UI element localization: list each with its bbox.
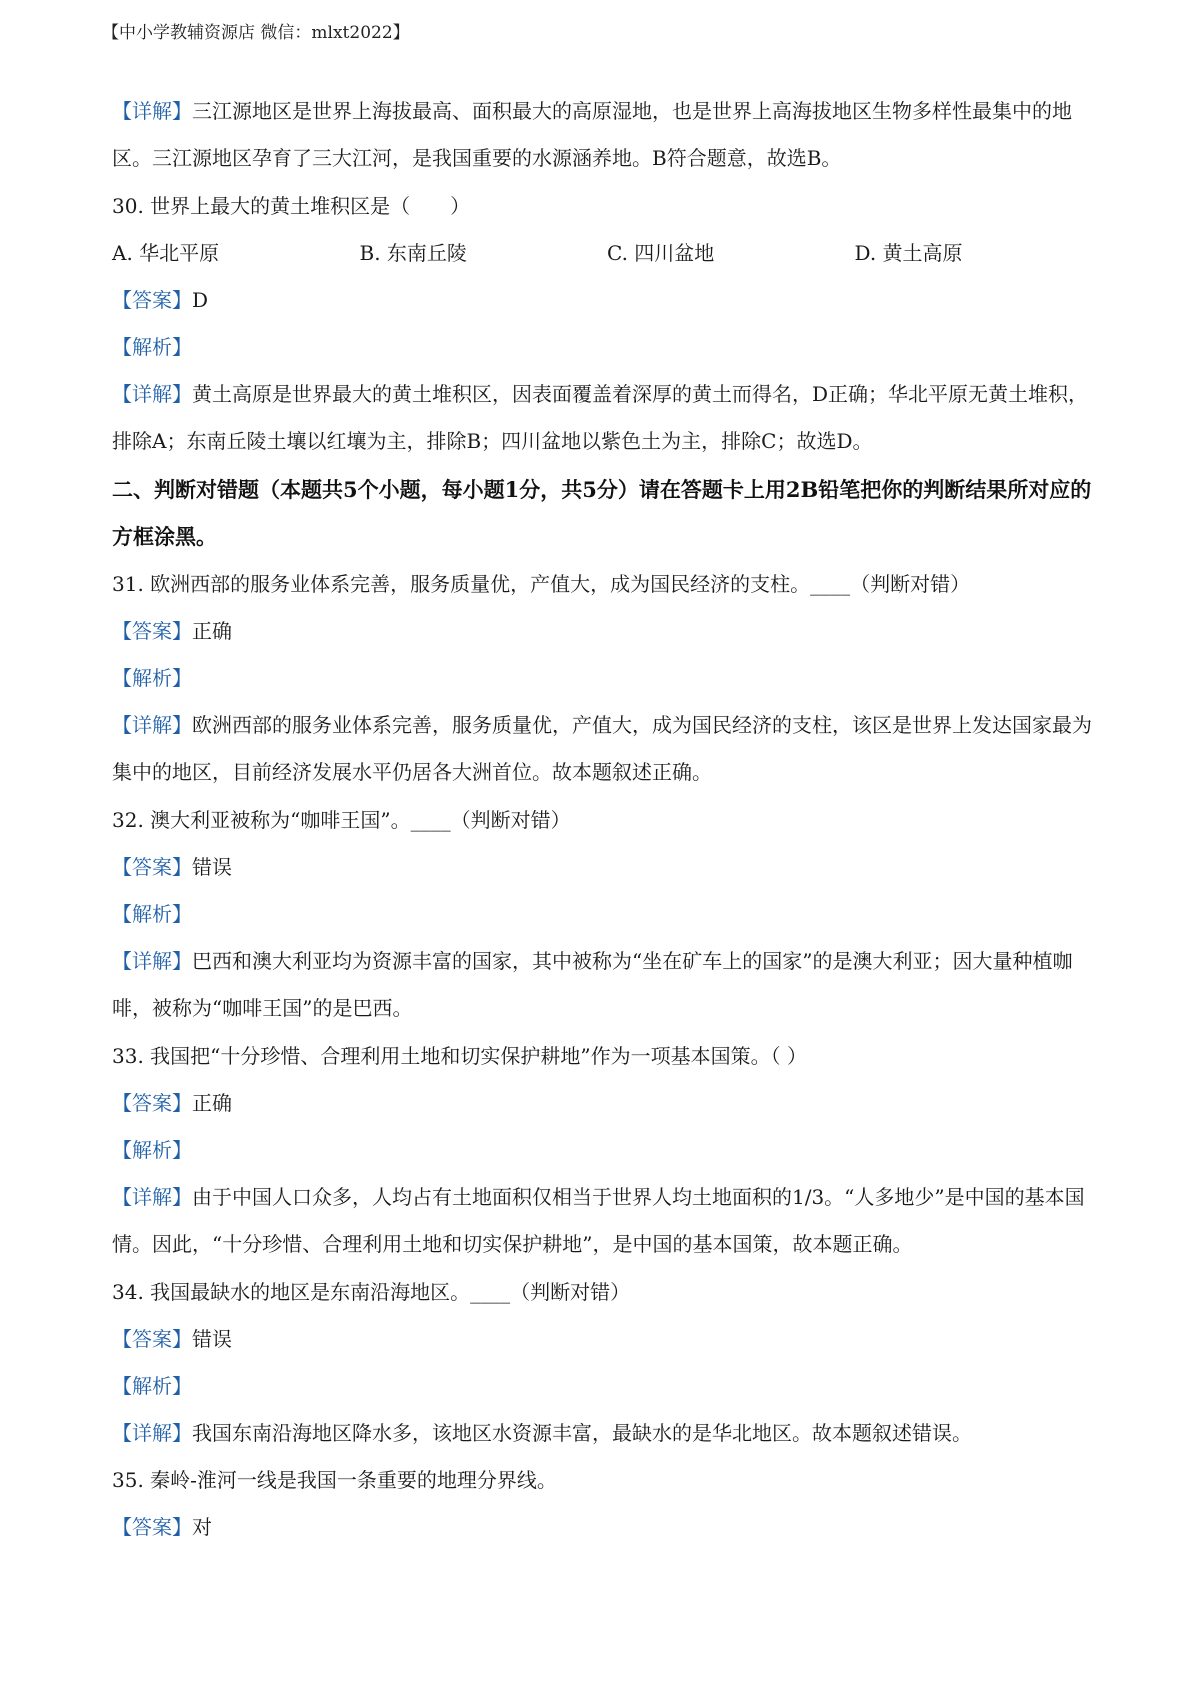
q33-detail [112,1174,1102,1268]
analysis-label: 【解析】 [112,902,192,926]
q32-analysis [112,899,1102,929]
q32-detail-text: 巴西和澳大利亚均为资源丰富的国家，其中被称为“坐在矿车上的国家”的是澳大利亚；因大量种植咖啡，被称为“咖啡王国”的是巴西。 [112,949,1073,1020]
q30-analysis [112,332,1102,362]
answer-label: 【答案】 [112,1515,192,1539]
q30-answer [112,285,1102,315]
q30-option-d: D. 黄土高原 [854,241,963,265]
detail-label: 【详解】 [112,382,192,406]
q33-detail-text: 由于中国人口众多，人均占有土地面积仅相当于世界人均土地面积的1/3。“人多地少”是中国的基本国情。因此，“十分珍惜、合理利用土地和切实保护耕地”，是中国的基本国策，故本题正确。 [112,1185,1085,1256]
q33-analysis [112,1135,1102,1165]
answer-label: 【答案】 [112,1091,192,1115]
q30-detail [112,371,1102,465]
answer-label: 【答案】 [112,619,192,643]
q30-options [112,238,1102,268]
q31-analysis [112,663,1102,693]
q29-detail-text: 三江源地区是世界上海拔最高、面积最大的高原湿地，也是世界上高海拔地区生物多样性最集中的地区。三江源地区孕育了三大江河，是我国重要的水源涵养地。B符合题意，故选B。 [112,99,1072,170]
q31-detail-text: 欧洲西部的服务业体系完善，服务质量优，产值大，成为国民经济的支柱，该区是世界上发达国家最为集中的地区，目前经济发展水平仍居各大洲首位。故本题叙述正确。 [112,713,1092,784]
q32-question: 32. 澳大利亚被称为“咖啡王国”。____（判断对错） [112,808,571,832]
q32-detail [112,938,1102,1032]
section-2-title: 二、判断对错题（本题共5个小题，每小题1分，共5分）请在答题卡上用2B铅笔把你的判断结果所对应的方框涂黑。 [112,477,1092,549]
analysis-label: 【解析】 [112,1138,192,1162]
q30-detail-text: 黄土高原是世界最大的黄土堆积区，因表面覆盖着深厚的黄土而得名，D正确；华北平原无黄土堆积，排除A；东南丘陵土壤以红壤为主，排除B；四川盆地以紫色土为主，排除C；故选D。 [112,382,1089,453]
detail-label: 【详解】 [112,949,192,973]
q30-question: 30. 世界上最大的黄土堆积区是（ ） [112,194,471,218]
analysis-label: 【解析】 [112,666,192,690]
q29-detail [112,88,1102,182]
q30-option-b: B. 东南丘陵 [359,241,467,265]
q30-option-c: C. 四川盆地 [607,241,715,265]
answer-label: 【答案】 [112,288,192,312]
detail-label: 【详解】 [112,713,192,737]
q32-answer [112,852,1102,882]
answer-label: 【答案】 [112,855,192,879]
q35-question: 35. 秦岭-淮河一线是我国一条重要的地理分界线。 [112,1468,557,1492]
q35-answer-text: 对 [192,1515,212,1539]
q35-answer [112,1512,1102,1542]
q33-answer [112,1088,1102,1118]
q34-answer-text: 错误 [192,1327,232,1351]
q34-detail [112,1418,1102,1448]
q33-question: 33. 我国把“十分珍惜、合理利用土地和切实保护耕地”作为一项基本国策。（ ） [112,1044,807,1068]
analysis-label: 【解析】 [112,335,192,359]
detail-label: 【详解】 [112,1185,192,1209]
q31-answer-text: 正确 [192,619,232,643]
q31-question: 31. 欧洲西部的服务业体系完善，服务质量优，产值大，成为国民经济的支柱。____（判断对错） [112,572,971,596]
answer-label: 【答案】 [112,1327,192,1351]
q31-answer [112,616,1102,646]
q34-analysis [112,1371,1102,1401]
q34-question: 34. 我国最缺水的地区是东南沿海地区。____（判断对错） [112,1280,631,1304]
q34-answer [112,1324,1102,1354]
q30-answer-text: D [192,288,209,312]
q33-answer-text: 正确 [192,1091,232,1115]
detail-label: 【详解】 [112,1421,192,1445]
detail-label: 【详解】 [112,99,192,123]
q31-detail [112,702,1102,796]
analysis-label: 【解析】 [112,1374,192,1398]
q32-answer-text: 错误 [192,855,232,879]
q34-detail-text: 我国东南沿海地区降水多，该地区水资源丰富，最缺水的是华北地区。故本题叙述错误。 [192,1421,972,1445]
document-content [112,96,1102,1559]
page-header: 【中小学教辅资源店 微信：mlxt2022】 [102,23,410,43]
q30-option-a: A. 华北平原 [112,241,220,265]
